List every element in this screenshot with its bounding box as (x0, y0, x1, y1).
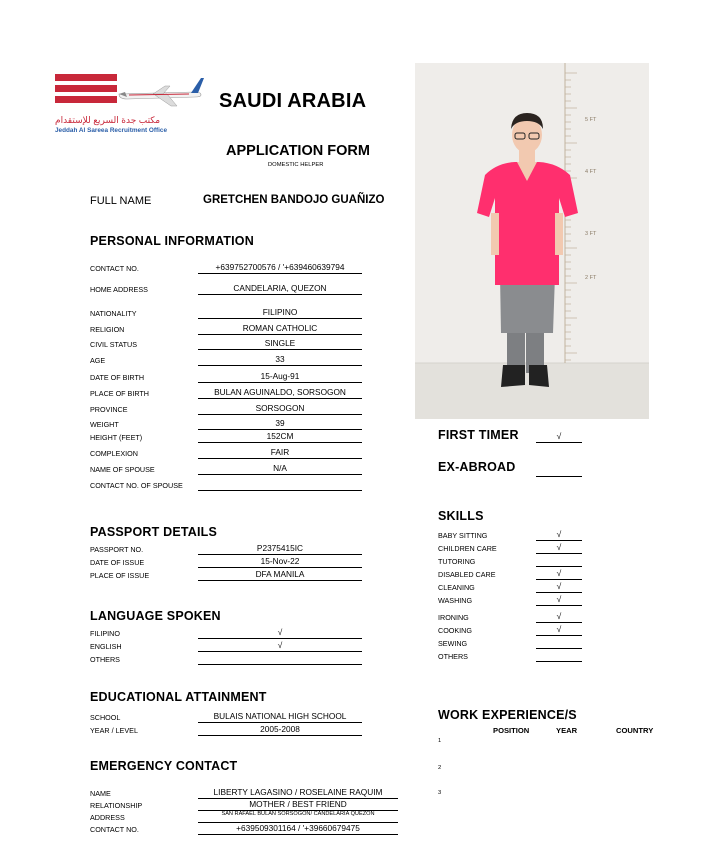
passport-title: PASSPORT DETAILS (90, 525, 218, 539)
personal-label: DATE OF BIRTH (90, 373, 145, 382)
skills-value: √ (556, 542, 562, 552)
personal-value: FAIR (270, 447, 290, 457)
airplane-icon (119, 78, 204, 106)
height-mark-label: 4 FT (585, 169, 597, 175)
skills-label: COOKING (438, 626, 472, 635)
skills-value: √ (556, 624, 562, 634)
skills-value: √ (556, 581, 562, 591)
skills-title: SKILLS (438, 509, 484, 523)
passport-underline (198, 567, 362, 568)
personal-underline (198, 474, 362, 475)
personal-value: 39 (275, 418, 285, 428)
emergency-underline (198, 834, 398, 835)
form-subtitle: DOMESTIC HELPER (268, 162, 324, 168)
work-col-position: POSITION (493, 726, 530, 735)
skills-underline (536, 635, 582, 636)
education-title: EDUCATIONAL ATTAINMENT (90, 690, 267, 704)
personal-underline (198, 398, 362, 399)
emergency-label: CONTACT NO. (90, 825, 139, 834)
skills-value: √ (556, 529, 562, 539)
skills-underline (536, 540, 582, 541)
first-timer-check: √ (556, 431, 562, 441)
skills-underline (536, 566, 582, 567)
skills-underline (536, 592, 582, 593)
skills-value: √ (556, 594, 562, 604)
personal-label: NAME OF SPOUSE (90, 465, 155, 474)
personal-value: CANDELARIA, QUEZON (233, 283, 327, 293)
work-row-2: 2 (438, 765, 442, 771)
skills-underline (536, 553, 582, 554)
skills-label: IRONING (438, 613, 469, 622)
emergency-value: LIBERTY LAGASINO / ROSELAINE RAQUIM (213, 787, 383, 797)
personal-label: RELIGION (90, 325, 125, 334)
emergency-title: EMERGENCY CONTACT (90, 759, 238, 773)
ex-abroad-label: EX-ABROAD (438, 460, 516, 474)
personal-value: FILIPINO (262, 307, 298, 317)
personal-label: PROVINCE (90, 405, 128, 414)
passport-label: DATE OF ISSUE (90, 558, 145, 567)
full-name-label: FULL NAME (90, 195, 152, 207)
passport-label: PLACE OF ISSUE (90, 571, 150, 580)
language-value: √ (277, 627, 283, 637)
skills-label: BABY SITTING (438, 531, 488, 540)
personal-underline (198, 349, 362, 350)
language-title: LANGUAGE SPOKEN (90, 609, 221, 623)
language-label: ENGLISH (90, 642, 122, 651)
personal-underline (198, 365, 362, 366)
personal-label: PLACE OF BIRTH (90, 389, 149, 398)
skills-value: √ (556, 611, 562, 621)
skills-label: OTHERS (438, 652, 468, 661)
personal-underline (198, 429, 362, 430)
language-underline (198, 651, 362, 652)
personal-label: HOME ADDRESS (90, 285, 148, 294)
personal-label: CIVIL STATUS (90, 340, 137, 349)
personal-value: 152CM (266, 431, 294, 441)
personal-value: 33 (275, 354, 285, 364)
emergency-value: SAN RAFAEL BULAN SORSOGON/ CANDELARIA QUEZON (221, 811, 375, 817)
skills-label: CLEANING (438, 583, 475, 592)
personal-value: SORSOGON (255, 403, 305, 413)
personal-underline (198, 382, 362, 383)
ex-abroad-line (536, 476, 582, 477)
applicant-photo (415, 63, 649, 419)
personal-info-title: PERSONAL INFORMATION (90, 234, 254, 248)
education-value: BULAIS NATIONAL HIGH SCHOOL (213, 711, 347, 721)
personal-value: ROMAN CATHOLIC (242, 323, 318, 333)
passport-underline (198, 554, 362, 555)
work-row-3: 3 (438, 790, 442, 796)
personal-value: N/A (273, 463, 287, 473)
logo-english-text: Jeddah Al Sareea Recruitment Office (55, 127, 167, 134)
height-mark-label: 3 FT (585, 231, 597, 237)
first-timer-line (536, 442, 582, 443)
passport-label: PASSPORT NO. (90, 545, 144, 554)
skills-label: WASHING (438, 596, 473, 605)
emergency-label: ADDRESS (90, 813, 125, 822)
work-col-country: COUNTRY (616, 726, 654, 735)
education-underline (198, 735, 362, 736)
country-title: SAUDI ARABIA (219, 90, 367, 112)
education-label: YEAR / LEVEL (90, 726, 138, 735)
first-timer-label: FIRST TIMER (438, 428, 519, 442)
skills-label: CHILDREN CARE (438, 544, 497, 553)
emergency-value: +639509301164 / '+39660679475 (236, 823, 360, 833)
height-mark-label: 2 FT (585, 275, 597, 281)
personal-underline (198, 414, 362, 415)
personal-value: 15-Aug-91 (260, 371, 300, 381)
passport-underline (198, 580, 362, 581)
company-logo (55, 72, 205, 132)
education-label: SCHOOL (90, 713, 121, 722)
skills-value: √ (556, 568, 562, 578)
height-mark-label: 5 FT (585, 117, 597, 123)
education-underline (198, 722, 362, 723)
language-label: OTHERS (90, 655, 120, 664)
personal-label: AGE (90, 356, 106, 365)
personal-label: NATIONALITY (90, 309, 137, 318)
personal-underline (198, 294, 362, 295)
personal-label: COMPLEXION (90, 449, 138, 458)
emergency-value: MOTHER / BEST FRIEND (249, 799, 347, 809)
logo-arabic-text: مكتب جدة السريع للإستقدام (55, 115, 161, 125)
skills-underline (536, 661, 582, 662)
personal-value: +639752700576 / '+639460639794 (215, 262, 345, 272)
language-label: FILIPINO (90, 629, 120, 638)
skills-underline (536, 605, 582, 606)
personal-underline (198, 490, 362, 491)
passport-value: P2375415IC (256, 543, 304, 553)
form-title: APPLICATION FORM (226, 143, 370, 159)
personal-underline (198, 318, 362, 319)
personal-label: WEIGHT (90, 420, 119, 429)
emergency-label: NAME (90, 789, 111, 798)
work-row-1: 1 (438, 738, 442, 744)
work-col-year: YEAR (556, 726, 578, 735)
skills-underline (536, 579, 582, 580)
full-name-value: GRETCHEN BANDOJO GUAÑIZO (203, 194, 385, 206)
personal-label: CONTACT NO. OF SPOUSE (90, 481, 183, 490)
work-title: WORK EXPERIENCE/S (438, 708, 577, 722)
language-value: √ (277, 640, 283, 650)
logo-graphic (55, 72, 205, 112)
personal-label: HEIGHT (FEET) (90, 433, 143, 442)
skills-underline (536, 648, 582, 649)
personal-underline (198, 273, 362, 274)
skills-label: SEWING (438, 639, 468, 648)
skills-label: DISABLED CARE (438, 570, 496, 579)
passport-value: DFA MANILA (255, 569, 305, 579)
skills-underline (536, 622, 582, 623)
emergency-label: RELATIONSHIP (90, 801, 143, 810)
language-underline (198, 638, 362, 639)
personal-underline (198, 442, 362, 443)
personal-label: CONTACT NO. (90, 264, 139, 273)
personal-underline (198, 334, 362, 335)
education-value: 2005-2008 (260, 724, 300, 734)
personal-value: SINGLE (264, 338, 296, 348)
language-underline (198, 664, 362, 665)
skills-label: TUTORING (438, 557, 476, 566)
passport-value: 15-Nov-22 (260, 556, 300, 566)
personal-underline (198, 458, 362, 459)
personal-value: BULAN AGUINALDO, SORSOGON (214, 387, 346, 397)
